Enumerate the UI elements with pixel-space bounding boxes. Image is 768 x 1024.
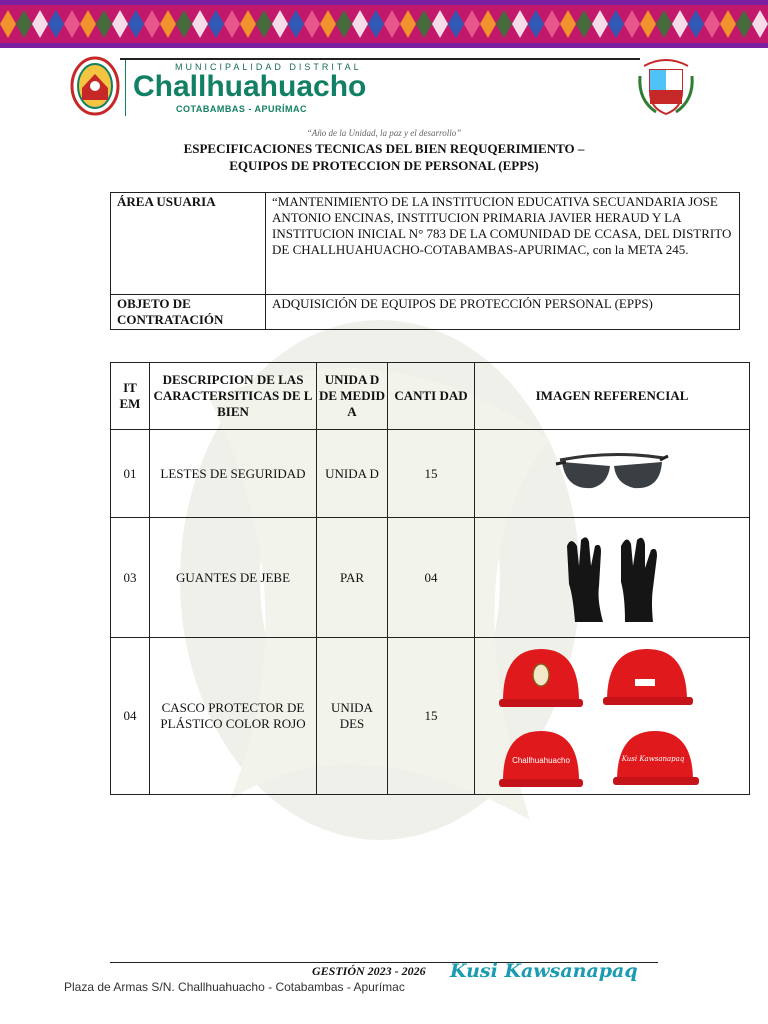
cell-desc: LESTES DE SEGURIDAD bbox=[150, 430, 317, 518]
kusi-logo-text: Kusi Kawsanapaq bbox=[450, 960, 638, 982]
header-image: IMAGEN REFERENCIAL bbox=[475, 363, 750, 430]
motto: “Año de la Unidad, la paz y el desarrollo” bbox=[306, 128, 462, 138]
table-header-row bbox=[111, 363, 750, 430]
address: Plaza de Armas S/N. Challhuahuacho - Cotabambas - Apurímac bbox=[64, 980, 405, 994]
peru-shield-icon bbox=[636, 56, 696, 118]
cell-item: 01 bbox=[111, 430, 150, 518]
cell-item: 04 bbox=[111, 638, 150, 795]
cell-unit: UNIDA D bbox=[317, 430, 388, 518]
cell-qty: 15 bbox=[388, 638, 475, 795]
items-table bbox=[110, 362, 750, 795]
cell-image bbox=[475, 430, 750, 518]
document-title-line2: EQUIPOS DE PROTECCION DE PERSONAL (EPPS) bbox=[229, 158, 539, 173]
table-row bbox=[111, 638, 750, 795]
header-item: IT EM bbox=[111, 363, 150, 430]
muni-subtitle: MUNICIPALIDAD DISTRITAL bbox=[175, 62, 362, 72]
decorative-banner bbox=[0, 0, 768, 48]
cell-image bbox=[475, 518, 750, 638]
info-table bbox=[110, 192, 740, 330]
header-divider bbox=[120, 58, 640, 60]
area-label: ÁREA USUARIA bbox=[111, 193, 266, 295]
helmets-icon bbox=[497, 639, 727, 789]
cell-unit: UNIDA DES bbox=[317, 638, 388, 795]
cell-image bbox=[475, 638, 750, 795]
objeto-row bbox=[111, 295, 740, 330]
cell-unit: PAR bbox=[317, 518, 388, 638]
muni-name: Challhuahuacho bbox=[133, 70, 367, 103]
municipality-logo bbox=[70, 56, 120, 116]
glasses-icon bbox=[552, 432, 672, 512]
cell-desc: GUANTES DE JEBE bbox=[150, 518, 317, 638]
header-desc: DESCRIPCION DE LAS CARACTERSITICAS DE L BIEN bbox=[150, 363, 317, 430]
helmet-text-a: Challhuahuacho bbox=[512, 756, 570, 765]
document-title-line1: ESPECIFICACIONES TECNICAS DEL BIEN REQUQERIMIENTO – bbox=[183, 141, 585, 156]
header-qty: CANTI DAD bbox=[388, 363, 475, 430]
cell-qty: 04 bbox=[388, 518, 475, 638]
header-unit: UNIDA D DE MEDID A bbox=[317, 363, 388, 430]
objeto-value: ADQUISICIÓN DE EQUIPOS DE PROTECCIÓN PERSONAL (EPPS) bbox=[266, 295, 740, 330]
gestion-label: GESTIÓN 2023 - 2026 bbox=[312, 964, 426, 978]
gloves-icon bbox=[557, 526, 667, 626]
header-vertical-divider bbox=[125, 60, 126, 116]
area-value: “MANTENIMIENTO DE LA INSTITUCION EDUCATIVA SECUANDARIA JOSE ANTONIO ENCINAS, INSTITUCION PRIMARIA JAVIER HERAUD Y LA INSTITUCION INICIAL N° 783 DE LA COMUNIDAD DE CCASA, DEL DISTRITO DE CHALLHUAHUACHO-COTABAMBAS-APURIMAC, con la META 245. bbox=[266, 193, 740, 295]
cell-desc: CASCO PROTECTOR DE PLÁSTICO COLOR ROJO bbox=[150, 638, 317, 795]
cell-qty: 15 bbox=[388, 430, 475, 518]
table-row bbox=[111, 518, 750, 638]
helmet-text-b: Kusi Kawsanapaq bbox=[621, 755, 685, 763]
cell-item: 03 bbox=[111, 518, 150, 638]
objeto-label: OBJETO DE CONTRATACIÓN bbox=[111, 295, 266, 330]
muni-region: COTABAMBAS - APURÍMAC bbox=[176, 104, 307, 114]
area-row bbox=[111, 193, 740, 295]
table-row bbox=[111, 430, 750, 518]
